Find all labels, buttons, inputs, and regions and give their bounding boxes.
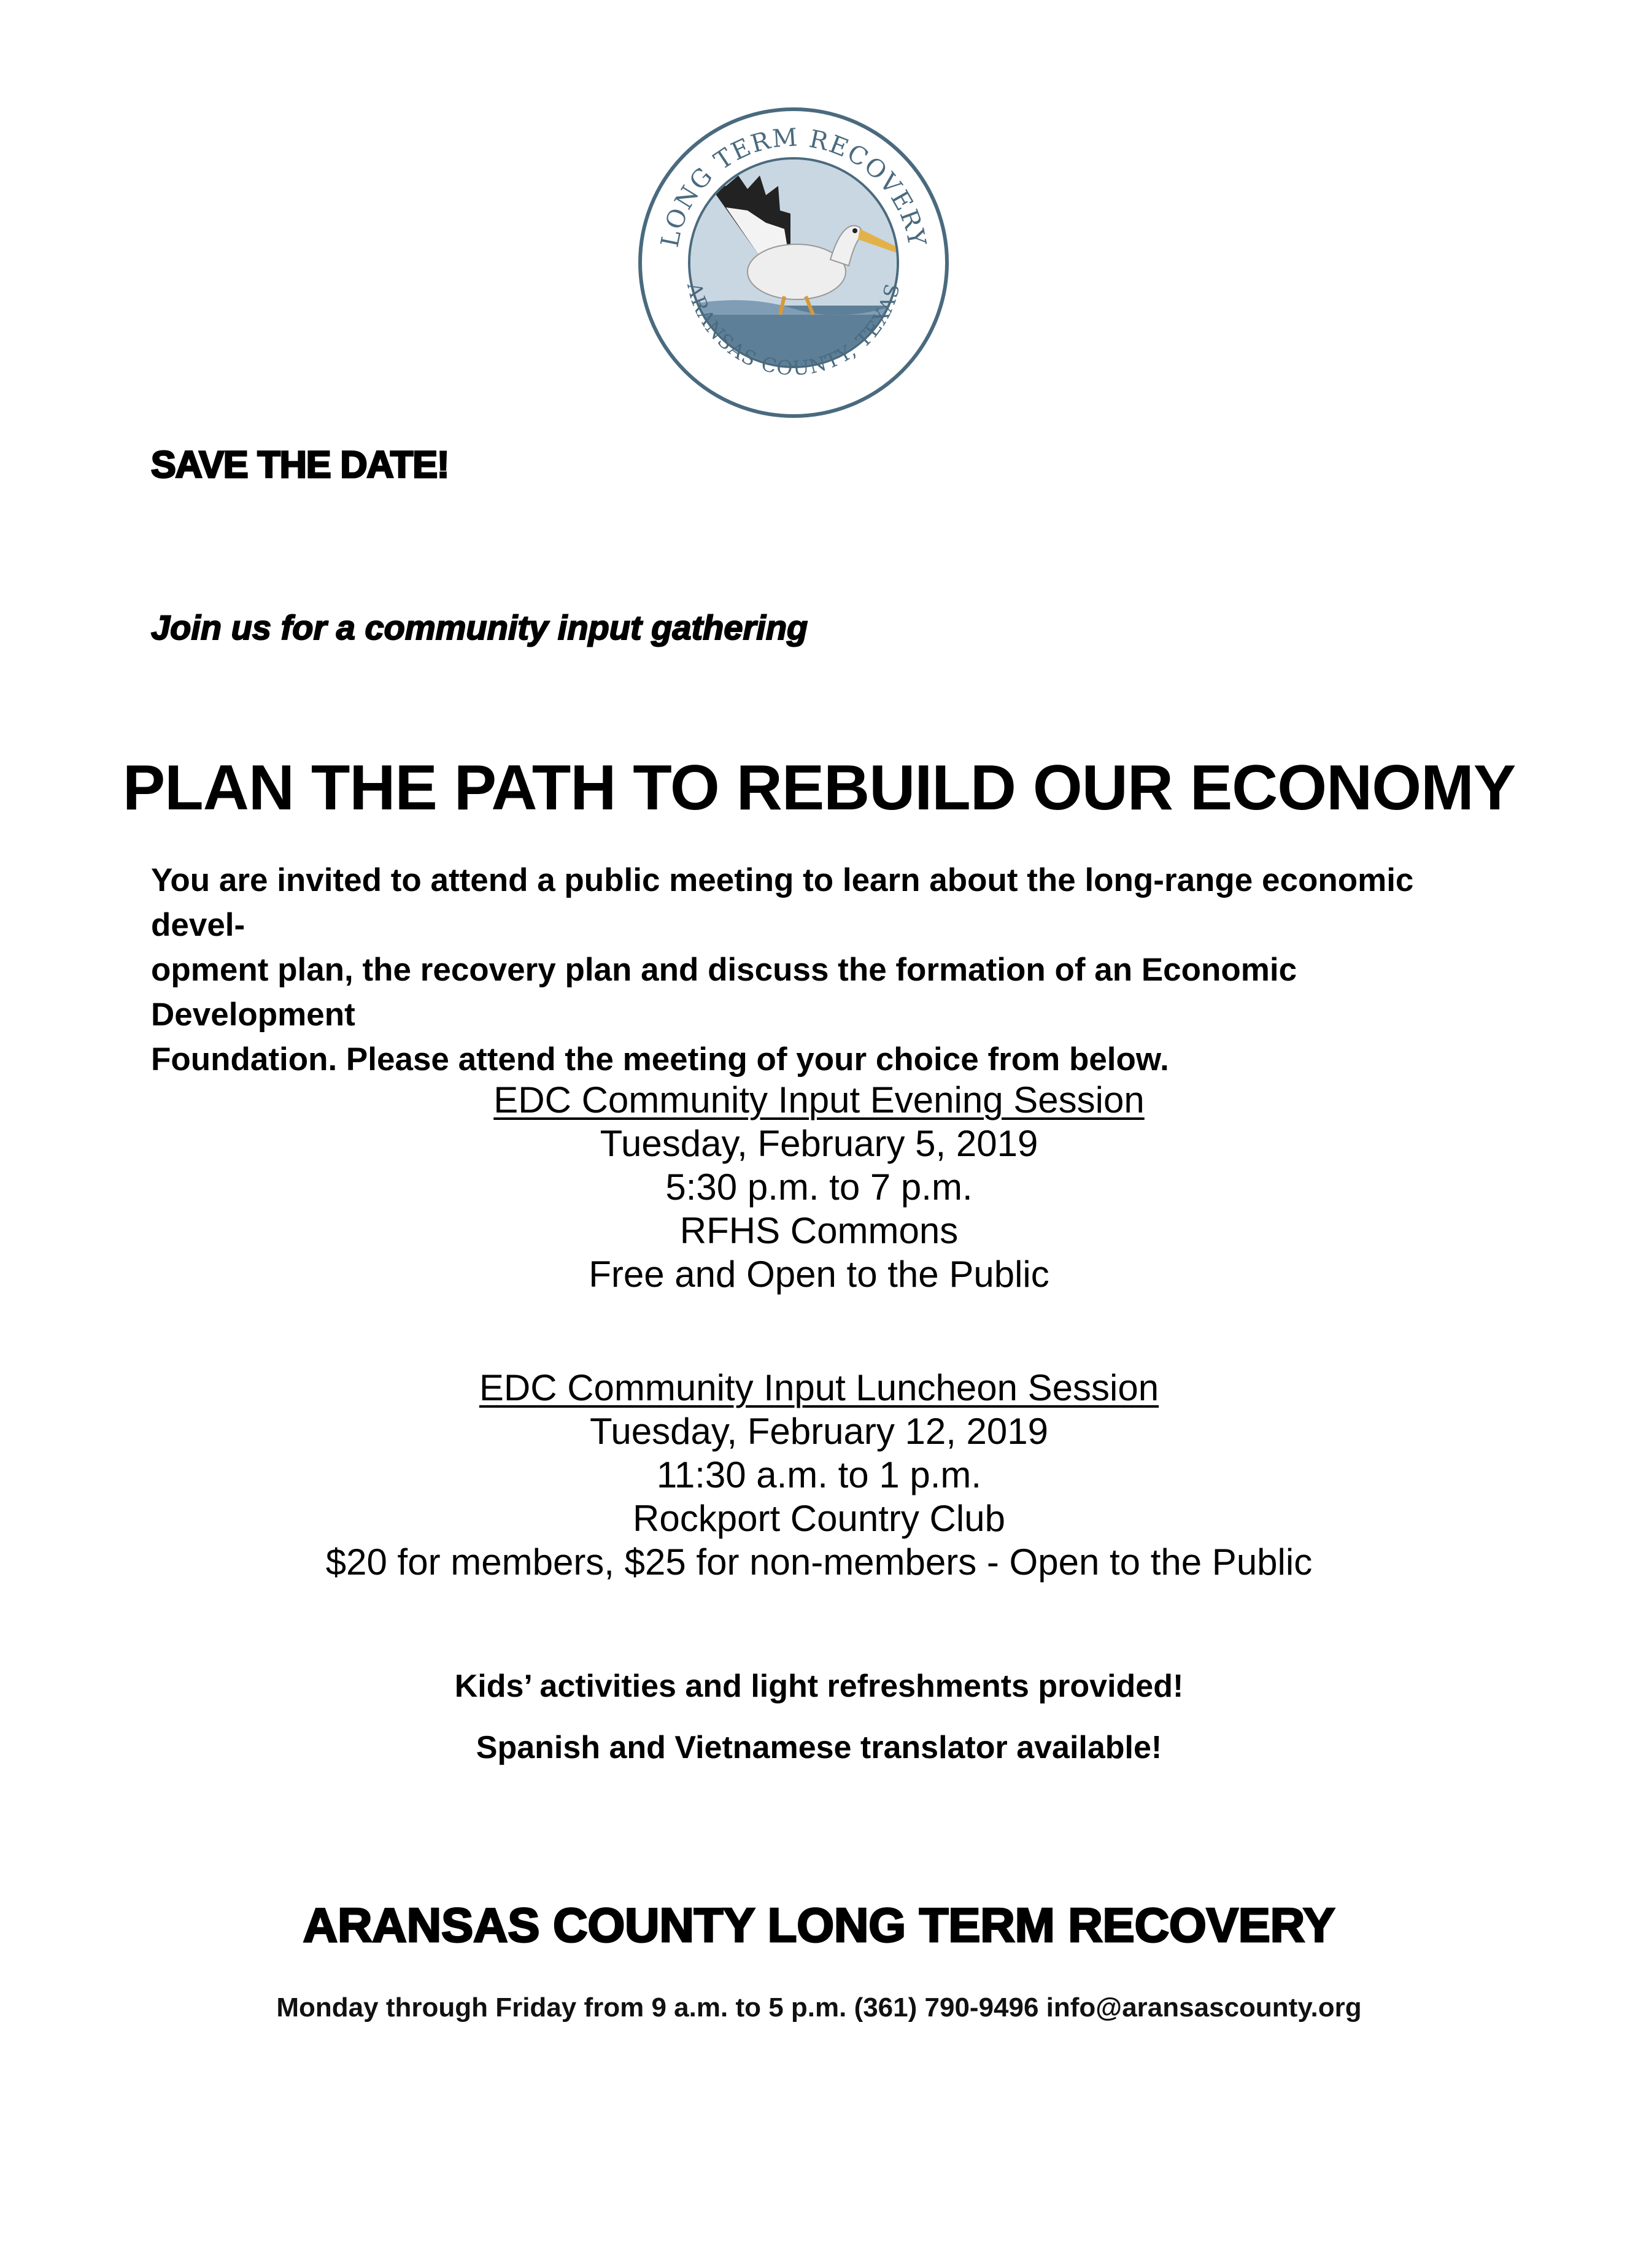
session-location: Rockport Country Club (633, 1498, 1005, 1539)
long-term-recovery-seal (634, 103, 953, 422)
contact-info: Monday through Friday from 9 a.m. to 5 p.m. (361) 790-9496 info@aransascounty.org (276, 1992, 1362, 2023)
seal-top-text: LONG TERM RECOVERY (655, 123, 932, 250)
intro-line: opment plan, the recovery plan and discuss the formation of an Economic Development (151, 952, 1297, 1033)
organization-name: ARANSAS COUNTY LONG TERM RECOVERY (303, 1898, 1335, 1952)
session-date: Tuesday, February 5, 2019 (600, 1123, 1038, 1164)
translator-note: Spanish and Vietnamese translator available! (476, 1730, 1162, 1765)
session-title: EDC Community Input Luncheon Session (479, 1367, 1159, 1408)
session-cost: Free and Open to the Public (589, 1254, 1049, 1295)
seal-bottom-text: ARANSAS COUNTY, TEXAS (682, 280, 905, 380)
evening-session (0, 1078, 1638, 1296)
intro-line: Foundation. Please attend the meeting of your choice from below. (151, 1041, 1169, 1078)
headline: PLAN THE PATH TO REBUILD OUR ECONOMY (122, 752, 1516, 824)
join-us-subheading: Join us for a community input gathering (151, 608, 808, 647)
save-the-date-heading: SAVE THE DATE! (151, 444, 449, 485)
session-date: Tuesday, February 12, 2019 (589, 1411, 1049, 1452)
session-cost: $20 for members, $25 for non-members - Open to the Public (325, 1541, 1313, 1583)
luncheon-session (0, 1366, 1638, 1584)
intro-paragraph (151, 858, 1501, 1082)
intro-line: You are invited to attend a public meeting to learn about the long-range economic devel- (151, 862, 1414, 943)
kids-activities-note: Kids’ activities and light refreshments provided! (454, 1668, 1184, 1704)
session-location: RFHS Commons (679, 1210, 959, 1251)
session-title: EDC Community Input Evening Session (493, 1079, 1145, 1120)
session-time: 11:30 a.m. to 1 p.m. (656, 1454, 982, 1495)
session-time: 5:30 p.m. to 7 p.m. (665, 1167, 973, 1208)
